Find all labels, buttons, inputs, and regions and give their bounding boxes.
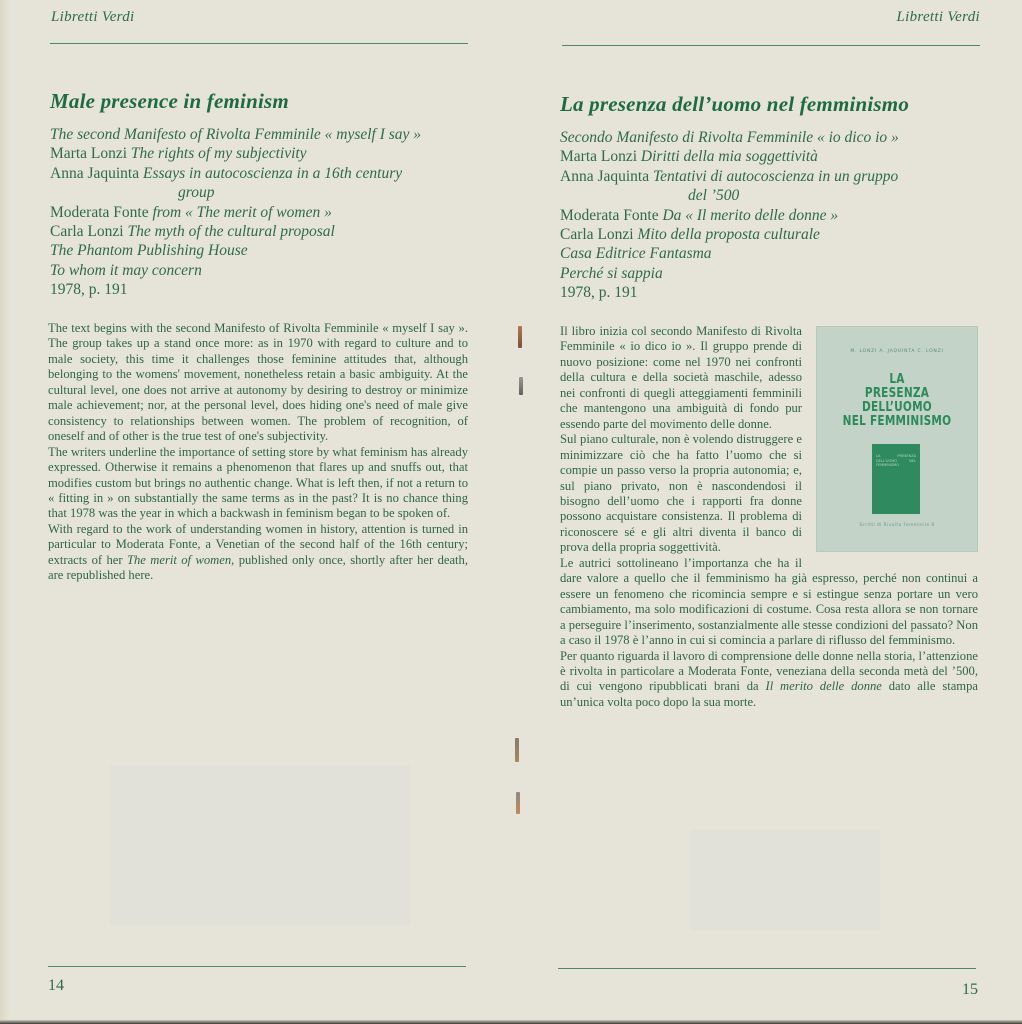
page-number: 15	[962, 981, 978, 998]
page-title: Male presence in feminism	[50, 89, 289, 113]
body-text	[560, 324, 978, 710]
credits-list	[560, 128, 980, 303]
credit-line: Anna Jaquinta Tentativi di autocoscienza in un gruppo	[560, 167, 899, 185]
left-page	[48, 0, 470, 1024]
paragraph: Le autrici sottolineano l’importanza che ha il dare valore a quello che il femminismo ha già espresso, perché non continui a essere un fenomeno che ricomincia sempre e si estingue senza portare un vero cambiamento, ma solo modificazioni di costume. Cosa resta allora se non tornare a perseguire l’inserimento, sostanzialmente alle stesse condizioni del passato? Non a caso il 1978 è l’anno in cui si comincia a parlare di riflusso del femminismo.	[560, 555, 978, 648]
credit-publisher: The Phantom Publishing House	[50, 242, 248, 260]
staple-icon	[516, 792, 520, 814]
cover-publisher: Scritti di Rivolta Femminile 8	[859, 521, 935, 527]
credit-line: Moderata Fonte from « The merit of women »	[50, 203, 332, 221]
body-text	[48, 321, 468, 584]
credit-series: To whom it may concern	[50, 261, 202, 279]
page-title: La presenza dell’uomo nel femminismo	[560, 92, 910, 116]
page-number: 14	[48, 977, 64, 994]
footer-rule	[48, 966, 466, 967]
page-bottom-edge	[0, 1020, 1022, 1024]
credit-line: Carla Lonzi The myth of the cultural proposal	[50, 223, 335, 241]
paragraph: The text begins with the second Manifesto of Rivolta Femminile « myself I say ». The group takes up a stand once more: as in 1970 with regard to culture and to male society, this time it challenges those feminine attitudes that, although belonging to the womens' movement, nonetheless retain a basic ambiguity. At the cultural level, one does not arrive at autonomy by desiring to destroy or minimize male achievement; nor, at the personal level, does hiding one's need of male give consistency to relationships between women. The problem of recognition, of oneself and of other is the true test of one's subjectivity.	[48, 321, 468, 444]
paragraph: Il libro inizia col secondo Manifesto di Rivolta Femminile « io dico io ». Il gruppo prende di nuovo posizione: come nel 1970 nei confronti della cultura e della società maschile, adesso nei confronti di quegli atteggiamenti femminili che mantengono una ambiguità di fondo pur essendo parte del movimento delle donne.	[560, 324, 802, 431]
staple-icon	[518, 326, 522, 348]
paragraph: Per quanto riguarda il lavoro di comprensione delle donne nella storia, l’attenzione è rivolta in particolare a Moderata Fonte, veneziana della seconda metà del ’500, di cui vengono ripubblicati brani da Il merito delle donne dato alle stampa un’unica volta poco dopo la sua morte.	[560, 648, 978, 709]
credit-year-pages: 1978, p. 191	[560, 284, 638, 302]
cover-title: LA PRESENZA DELL’UOMO NEL FEMMINISMO	[842, 371, 952, 429]
cover-inset-image: LA PRESENZA DELL’UOMO NEL FEMMINISMO	[872, 444, 920, 514]
header-rule	[562, 45, 980, 46]
paragraph: The writers underline the importance of setting store by what feminism has already expressed. Otherwise it remains a phenomenon that flares up and snuffs out, that modifies custom but brings no authentic change. What is left then, if not a return to « fitting in » on substantially the same terms as in the past? It is no chance thing that 1978 was the year in which a backwash in feminism began to be spoken of.	[48, 444, 468, 521]
footer-rule	[558, 968, 976, 969]
credit-line: Moderata Fonte Da « Il merito delle donne »	[560, 206, 839, 224]
credit-line-continued: group	[178, 184, 215, 202]
credit-line-continued: del ’500	[688, 187, 740, 205]
right-page	[560, 0, 980, 1024]
credits-list	[50, 125, 470, 300]
credit-line: The second Manifesto of Rivolta Femminile « myself I say »	[50, 126, 422, 143]
credit-year-pages: 1978, p. 191	[50, 281, 128, 299]
header-rule	[50, 43, 468, 44]
book-cover-image	[816, 326, 978, 552]
credit-line: Anna Jaquinta Essays in autocoscienza in a 16th century	[50, 164, 403, 182]
running-head: Libretti Verdi	[51, 9, 135, 25]
paragraph: With regard to the work of understanding women in history, attention is turned in particular to Moderata Fonte, a Venetian of the second half of the 16th century; extracts of her The merit of women, published only once, shortly after her death, are republished here.	[48, 521, 468, 583]
credit-line: Marta Lonzi The rights of my subjectivity	[50, 145, 307, 163]
cover-authors: M. LONZI A. JAQUINTA C. LONZI	[850, 349, 944, 354]
paragraph: Sul piano culturale, non è volendo distruggere e minimizzare ciò che ha fatto l’uomo che si compie un passo verso la propria autonomia; e, sul piano privato, non è nascondendosi il bisogno dell’uomo che i rapporti fra donne possono acquistare consistenza. Il problema di riconoscere sé e gli altri diventa il banco di prova della propria soggettività.	[560, 432, 802, 555]
credit-line: Marta Lonzi Diritti della mia soggettività	[560, 148, 818, 166]
staple-icon	[519, 377, 523, 395]
credit-line: Secondo Manifesto di Rivolta Femminile « io dico io »	[560, 129, 899, 146]
running-head: Libretti Verdi	[896, 9, 980, 25]
page-edge-shadow	[0, 0, 10, 1024]
staple-icon	[515, 738, 519, 762]
credit-publisher: Casa Editrice Fantasma	[560, 245, 712, 263]
credit-series: Perché si sappia	[560, 264, 663, 282]
credit-line: Carla Lonzi Mito della proposta culturale	[560, 226, 820, 244]
